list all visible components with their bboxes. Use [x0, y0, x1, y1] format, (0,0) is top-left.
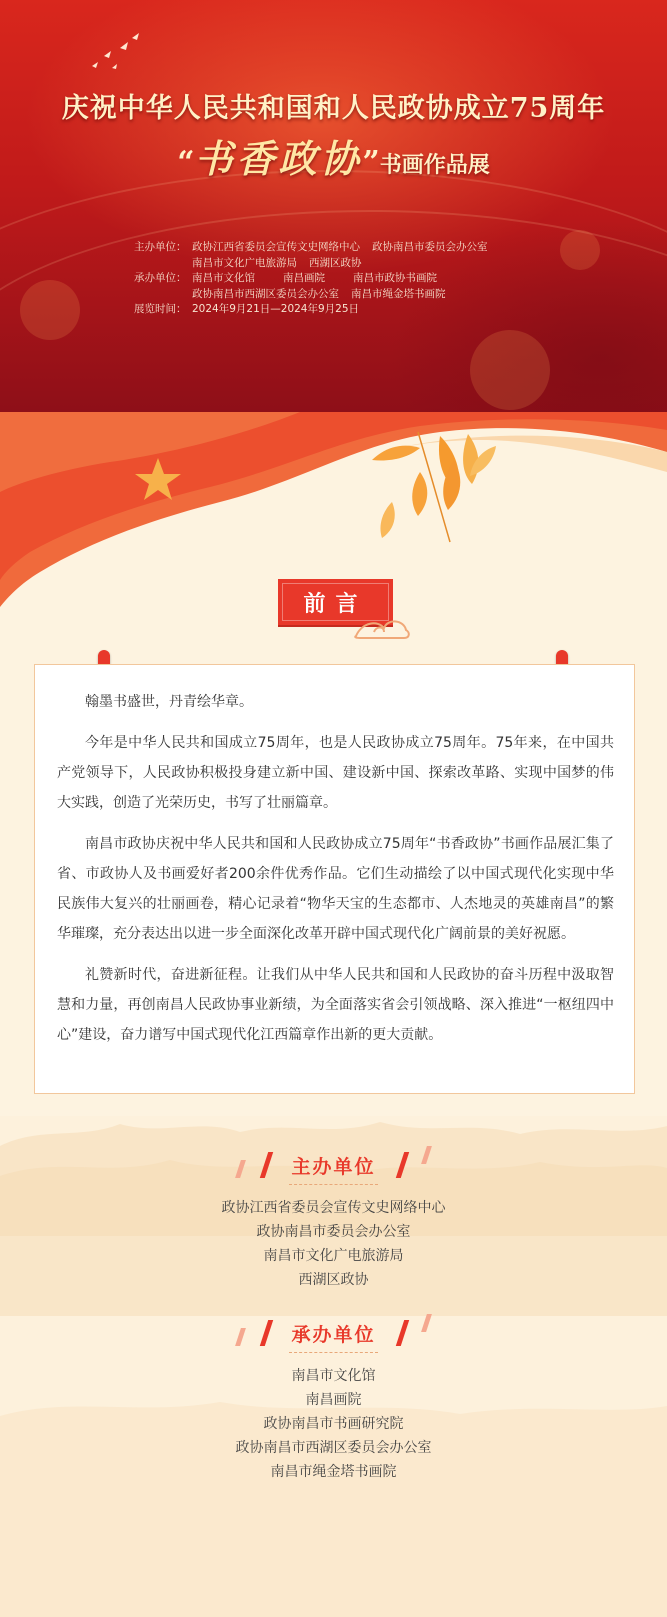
organizer-item: 南昌市绳金塔书画院 [351, 287, 446, 300]
host-item: 西湖区政协 [309, 256, 362, 269]
organizer-row [134, 271, 500, 287]
organizer-item: 南昌画院 [283, 272, 325, 284]
banner-title: 庆祝中华人民共和国和人民政协成立75周年 [61, 93, 606, 124]
organizer-list [0, 1364, 667, 1484]
banner [0, 0, 667, 412]
preface-paragraph: 礼赞新时代，奋进新征程。让我们从中华人民共和国和人民政协的奋斗历程中汲取智慧和力量，再创南昌人民政协事业新绩，为全面落实省会引领战略、深入推进“一枢纽四中心”建设，奋力谱写中国式现代化江西篇章作出新的更大贡献。 [57, 967, 614, 1043]
organizer-list-item: 南昌市文化馆 [291, 1368, 376, 1384]
host-item: 政协南昌市委员会办公室 [372, 241, 488, 253]
quote-open: “ [177, 145, 195, 180]
exhibition-info [134, 240, 500, 318]
time-value: 2024年9月21日—2024年9月25日 [192, 303, 360, 315]
preface-paragraph: 翰墨书盛世，丹青绘华章。 [85, 694, 253, 710]
organizer-list-item: 南昌画院 [305, 1392, 362, 1408]
banner-subtitle [0, 128, 667, 183]
quote-close: ” [362, 145, 380, 180]
preface-paragraph: 南昌市政协庆祝中华人民共和国和人民政协成立75周年“书香政协”书画作品展汇集了省、市政协人及书画爱好者200余件优秀作品。它们生动描绘了以中国式现代化实现中华民族伟大复兴的壮丽画卷，精心记录着“物华天宝的生态都市、人杰地灵的英雄南昌”的繁华璀璨，充分表达出以进一步全面深化改革开辟中国式现代化广阔前景的美好祝愿。 [57, 836, 614, 942]
host-list-item: 政协江西省委员会宣传文史网络中心 [221, 1200, 446, 1216]
time-row [134, 302, 500, 318]
organizer-list-item: 政协南昌市西湖区委员会办公室 [235, 1440, 432, 1456]
host-item: 政协江西省委员会宣传文史网络中心 [192, 241, 360, 253]
host-heading [0, 1152, 667, 1185]
host-list [0, 1196, 667, 1292]
exhibition-name: 书香政协 [194, 136, 363, 181]
units-section [0, 1116, 667, 1617]
host-list-item: 政协南昌市委员会办公室 [256, 1224, 411, 1240]
host-list-item: 西湖区政协 [298, 1272, 369, 1288]
host-row [134, 256, 500, 272]
preface-heading-text: 前言 [303, 591, 368, 617]
organizer-item: 南昌市政协书画院 [353, 272, 437, 284]
host-row [134, 240, 500, 256]
organizer-item: 南昌市文化馆 [192, 272, 255, 284]
preface-paragraph: 今年是中华人民共和国成立75周年，也是人民政协成立75周年。75年来，在中国共产党领导下，人民政协积极投身建立新中国、建设新中国、探索改革路、实现中国梦的伟大实践，创造了光荣历史，书写了壮丽篇章。 [57, 735, 614, 811]
organizer-heading-text: 承办单位 [289, 1320, 377, 1353]
doves-icon [82, 26, 152, 76]
host-label: 主办单位： [134, 241, 187, 253]
preface-content [34, 664, 635, 1094]
organizer-label: 承办单位： [134, 272, 187, 284]
time-label: 展览时间： [134, 303, 187, 315]
organizer-row [134, 287, 500, 303]
host-list-item: 南昌市文化广电旅游局 [263, 1248, 404, 1264]
organizer-list-item: 政协南昌市书画研究院 [263, 1416, 404, 1432]
host-item: 南昌市文化广电旅游局 [192, 256, 297, 269]
exhibition-type: 书画作品展 [379, 152, 490, 178]
auspicious-cloud-icon [352, 614, 412, 642]
organizer-heading [0, 1320, 667, 1353]
host-heading-text: 主办单位 [289, 1152, 377, 1185]
organizer-item: 政协南昌市西湖区委员会办公室 [192, 287, 339, 300]
organizer-list-item: 南昌市绳金塔书画院 [270, 1464, 397, 1480]
